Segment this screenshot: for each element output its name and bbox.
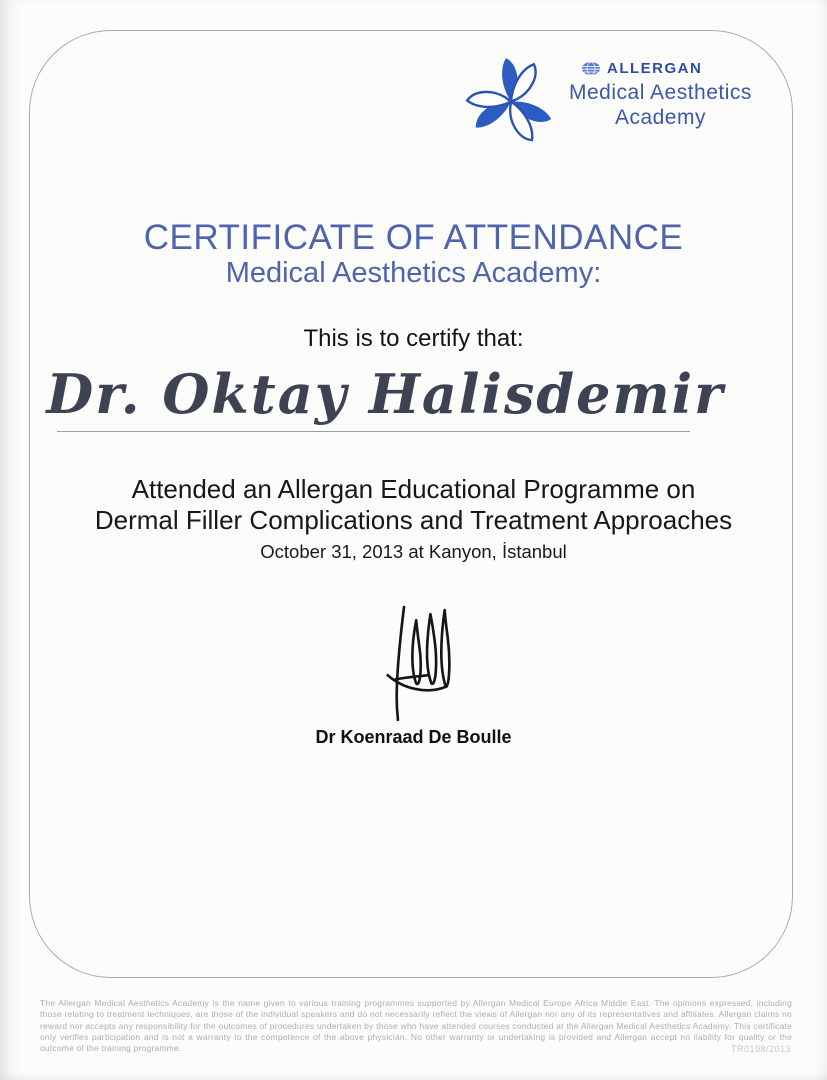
disclaimer-text: The Allergan Medical Aesthetics Academy is the name given to various training programmes supported by Allergan Medical Europe Africa Middle East. The opinions expressed, including those relating to treatment techniques, are those of the individual speakers and do not necessarily reflect the views of Allergan nor any of its representatives and affiliates. Allergan claims no reward nor accepts any responsibility for the outcomes of procedures undertaken by those who have attended courses conducted at the Allergan Medical Aesthetics Academy. This certificate only verifies participation and is not a warranty to the competence of the above physician. No other warranty or undertaking is provided and Allergan accept no liability for quality or the outcome of the training programme. <box>40 998 792 1054</box>
programme-line-1: Attended an Allergan Educational Programme on <box>131 474 696 504</box>
logo-line2: Academy <box>614 106 706 129</box>
recipient-underline <box>57 431 690 432</box>
certify-line: This is to certify that: <box>303 325 524 352</box>
logo-line1: Medical Aesthetics <box>569 81 752 104</box>
brand-name: ALLERGAN <box>607 60 703 77</box>
allergan-flower-icon <box>455 52 567 148</box>
recipient-name: Dr. Oktay Halisdemir <box>46 362 725 426</box>
programme-line-2: Dermal Filler Complications and Treatment Approaches <box>94 505 733 535</box>
signature-handwriting <box>377 602 457 724</box>
certificate-subtitle: Medical Aesthetics Academy: <box>225 257 602 289</box>
date-location: October 31, 2013 at Kanyon, İstanbul <box>260 541 567 562</box>
globe-icon <box>581 61 601 76</box>
certificate-title: CERTIFICATE OF ATTENDANCE <box>143 218 684 257</box>
allergan-academy-logo <box>455 52 752 148</box>
reference-number: TR0198/2013 <box>730 1044 791 1054</box>
signatory-name: Dr Koenraad De Boulle <box>315 727 512 747</box>
brand-row <box>581 60 752 77</box>
logo-text <box>569 60 752 130</box>
